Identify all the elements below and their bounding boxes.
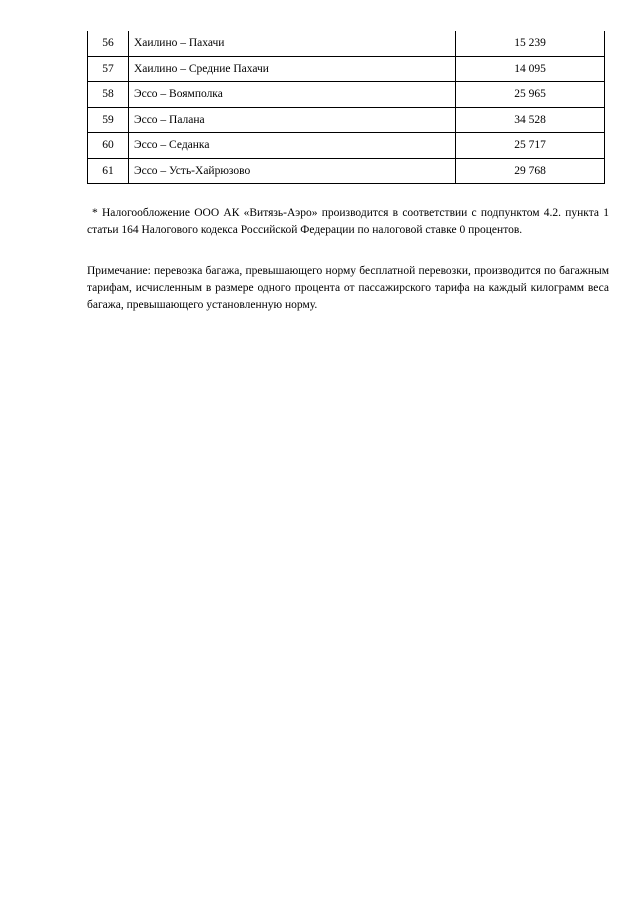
tariff-value: 25 717 — [456, 133, 605, 159]
row-number: 61 — [88, 158, 129, 184]
route-name: Эссо – Палана — [129, 107, 456, 133]
tariff-value: 25 965 — [456, 82, 605, 108]
route-name: Хаилино – Пахачи — [129, 31, 456, 56]
luggage-note: Примечание: перевозка багажа, превышающего норму бесплатной перевозки, производится по багажным тарифам, исчисленным в размере одного процента от пассажирского тарифа на каждый килограмм веса багажа, превышающего установленную норму. — [87, 265, 609, 311]
tariff-table-body — [88, 31, 605, 184]
tariff-value: 14 095 — [456, 56, 605, 82]
row-number: 58 — [88, 82, 129, 108]
row-number: 57 — [88, 56, 129, 82]
table-row — [88, 158, 605, 184]
table-row — [88, 133, 605, 159]
route-name: Эссо – Воямполка — [129, 82, 456, 108]
tariff-value: 34 528 — [456, 107, 605, 133]
route-name: Эссо – Седанка — [129, 133, 456, 159]
tax-footnote: * Налогообложение ООО АК «Витязь-Аэро» производится в соответствии с подпунктом 4.2. пункта 1 статьи 164 Налогового кодекса Российской Федерации по налоговой ставке 0 процентов. — [87, 207, 609, 236]
table-row — [88, 31, 605, 56]
row-number: 59 — [88, 107, 129, 133]
table-row — [88, 107, 605, 133]
tariff-value: 15 239 — [456, 31, 605, 56]
row-number: 56 — [88, 31, 129, 56]
tariff-value: 29 768 — [456, 158, 605, 184]
table-row — [88, 82, 605, 108]
row-number: 60 — [88, 133, 129, 159]
table-row — [88, 56, 605, 82]
route-name: Хаилино – Средние Пахачи — [129, 56, 456, 82]
route-name: Эссо – Усть-Хайрюзово — [129, 158, 456, 184]
tariff-table — [87, 31, 605, 184]
